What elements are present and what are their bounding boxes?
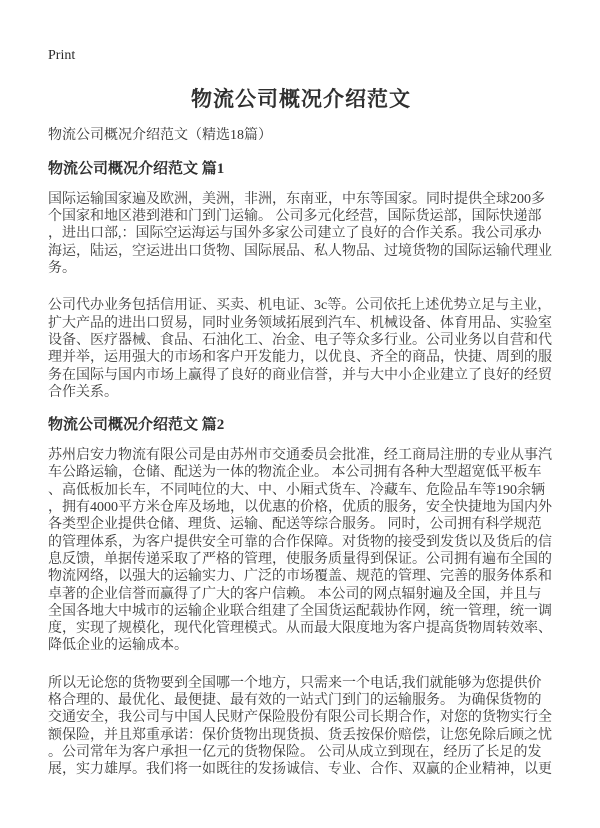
page-title: 物流公司概况介绍范文 (191, 87, 411, 111)
section-heading-2: 物流公司概况介绍范文 篇2 (48, 417, 225, 434)
page-subtitle: 物流公司概况介绍范文（精选18篇） (48, 128, 272, 144)
section-heading-1: 物流公司概况介绍范文 篇1 (48, 160, 225, 177)
print-link[interactable]: Print (48, 48, 76, 63)
section-1-paragraph-2: 公司代办业务包括信用证、买卖、机电证、3c等。公司依托上述优势立足与主业，扩大产品的进出口贸易，同时业务领域拓展到汽车、机械设备、体育用品、实验室设备、医疗器械、食品、石油化工、冶金、电子等众多行业。公司业务以自营和代理并举，运用强大的市场和客户开发能力，以优良、齐全的商品，快捷、周到的服务在国际与国内市场上赢得了良好的商业信誉，并与大中小企业建立了良好的经贸合作关系。 (48, 298, 552, 400)
section-1-paragraph-1: 国际运输国家遍及欧洲，美洲，非洲，东南亚，中东等国家。同时提供全球200多个国家和地区港到港和门到门运输。 公司多元化经营，国际货运部，国际快递部，进出口部,：国际空运海运与国外多家公司建立了良好的合作关系。我公司承办海运，陆运，空运进出口货物、国际展品、私人物品、过境货物的国际运输代理业务。 (48, 191, 552, 277)
section-2-paragraph-2: 所以无论您的货物要到全国哪一个地方，只需来一个电话,我们就能够为您提供价格合理的、最优化、最便捷、最有效的一站式门到门的运输服务。 为确保货物的交通安全，我公司与中国人民财产保险股份有限公司长期合作，对您的货物实行全额保险，并且郑重承诺：保价货物出现货损、货丢按保价赔偿，让您免除后顾之忧。公司常年为客户承担一亿元的货物保险。 公司从成立到现在，经历了长足的发展，实力雄厚。我们将一如既往的发扬诚信、专业、合作、双赢的企业精神，以更 (48, 675, 552, 778)
section-2-paragraph-1: 苏州启安力物流有限公司是由苏州市交通委员会批准，经工商局注册的专业从事汽车公路运输，仓储、配送为一体的物流企业。 本公司拥有各种大型超宽低平板车、高低板加长车，不同吨位的大、中、小厢式货车、冷藏车、危险品车等190余辆，拥有4000平方米仓库及场地，以优惠的价格，优质的服务，安全快捷地为国内外各类型企业提供仓储、理货、运输、配送等综合服务。 同时，公司拥有科学规范的管理体系，为客户提供安全可靠的合作保障。对货物的接受到发货以及货后的信息反馈，单据传递采取了严格的管理，使服务质量得到保证。公司拥有遍布全国的物流网络，以强大的运输实力、广泛的市场覆盖、规范的管理、完善的服务体系和卓著的企业信誉而赢得了广大的客户信赖。 本公司的网点辐射遍及全国，并且与全国各地大中城市的运输企业联合组建了全国货运配载协作网，统一管理，统一调度，实现了规模化，现代化管理模式。从而最大限度地为客户提高货物周转效率、降低企业的运输成本。 (48, 448, 552, 654)
